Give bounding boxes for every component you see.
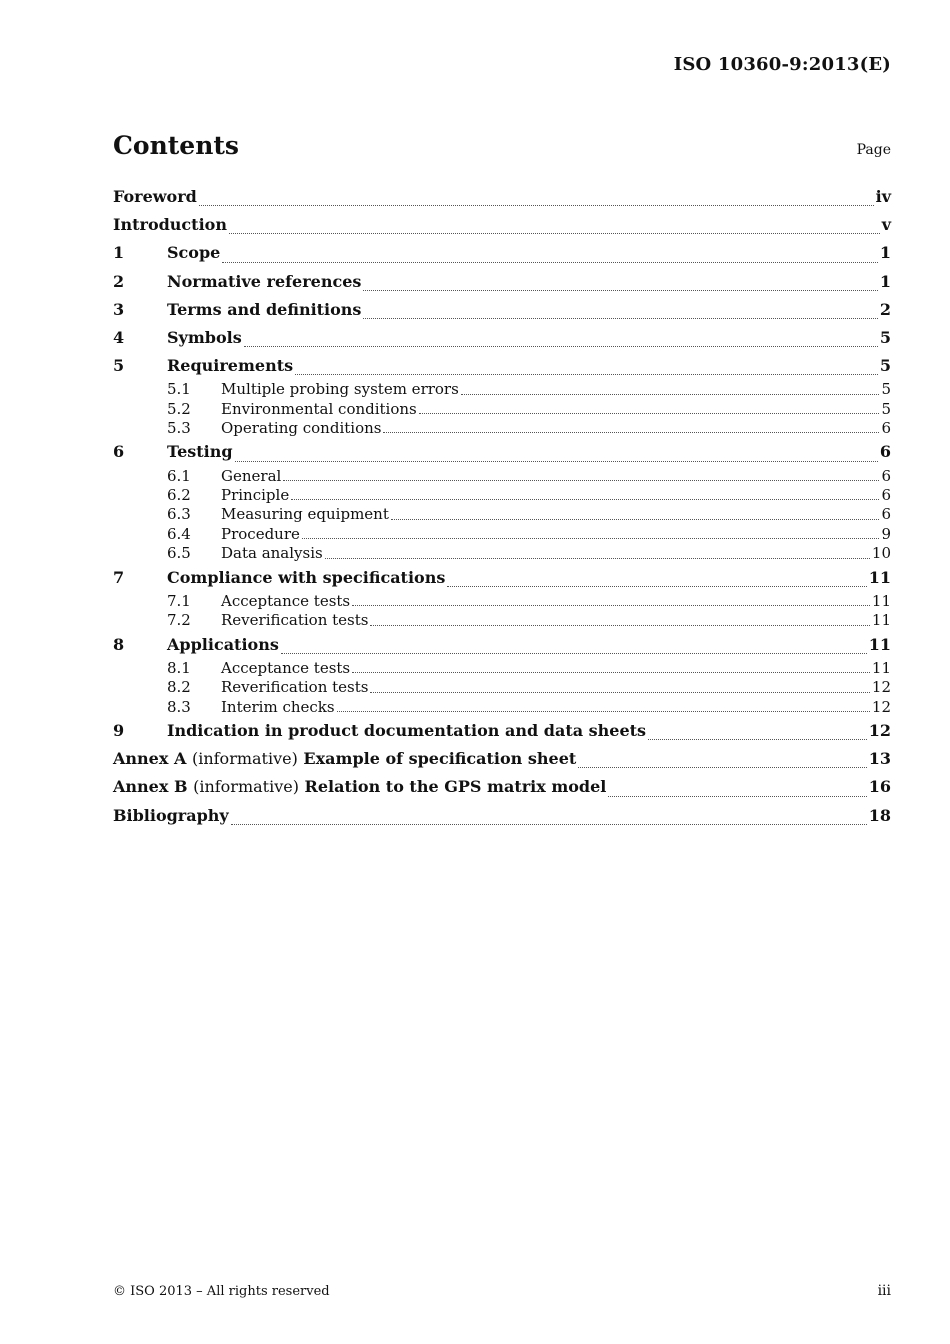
toc-entry-number: 9 bbox=[113, 720, 125, 740]
annex-label: Annex A bbox=[113, 749, 187, 769]
contents-title: Contents bbox=[113, 131, 240, 160]
toc-entry-page: 5 bbox=[879, 327, 891, 347]
toc-entry-title: Foreword bbox=[113, 187, 197, 206]
toc-entry-page: iv bbox=[875, 187, 891, 206]
toc-entry[interactable] bbox=[113, 268, 891, 296]
dot-leader bbox=[199, 204, 874, 206]
toc-entry-page: 6 bbox=[881, 486, 891, 505]
toc-entry-number: 3 bbox=[113, 299, 125, 319]
toc-entry-page: 1 bbox=[879, 271, 891, 291]
toc-entry-title: Compliance with specifications bbox=[167, 567, 446, 587]
toc-entry-title bbox=[113, 745, 576, 773]
toc-entry-page: 5 bbox=[879, 356, 891, 376]
toc-entry-page: 6 bbox=[879, 442, 891, 462]
toc-entry-page: 2 bbox=[879, 299, 891, 319]
toc-entry-number: 4 bbox=[113, 327, 125, 347]
toc-entry-page: 11 bbox=[871, 611, 891, 630]
toc-entry[interactable] bbox=[113, 525, 891, 544]
annex-title: Example of specification sheet bbox=[303, 749, 577, 769]
toc-entry-number: 2 bbox=[113, 271, 125, 291]
dot-leader bbox=[363, 317, 877, 319]
toc-entry-title: General bbox=[221, 466, 282, 485]
dot-leader bbox=[447, 585, 866, 587]
toc-entry-title: Symbols bbox=[167, 327, 242, 347]
toc-entry-number: 5.2 bbox=[167, 399, 191, 418]
toc-entry-page: 6 bbox=[881, 419, 891, 438]
toc-entry[interactable] bbox=[113, 211, 891, 239]
toc-entry[interactable] bbox=[113, 324, 891, 352]
toc-entry-page: 5 bbox=[881, 380, 891, 399]
dot-leader bbox=[291, 498, 879, 500]
toc-entry[interactable] bbox=[113, 802, 891, 830]
dot-leader bbox=[419, 412, 880, 414]
toc-entry-number: 6.1 bbox=[167, 466, 191, 485]
toc-entry[interactable] bbox=[113, 467, 891, 486]
dot-leader bbox=[461, 393, 880, 395]
toc-entry-title: Normative references bbox=[167, 271, 362, 291]
toc-entry[interactable] bbox=[113, 400, 891, 419]
toc-entry[interactable] bbox=[113, 183, 891, 211]
toc-entry[interactable] bbox=[113, 486, 891, 505]
dot-leader bbox=[352, 671, 870, 673]
table-of-contents bbox=[113, 183, 891, 830]
toc-entry-title: Introduction bbox=[113, 215, 227, 235]
document-code: ISO 10360-9:2013(E) bbox=[673, 54, 891, 75]
toc-entry-number: 7 bbox=[113, 567, 125, 587]
toc-entry-title: Testing bbox=[167, 442, 233, 462]
toc-entry-page: 12 bbox=[868, 720, 891, 740]
toc-entry-title: Multiple probing system errors bbox=[221, 380, 459, 399]
dot-leader bbox=[283, 479, 879, 481]
dot-leader bbox=[648, 738, 867, 740]
toc-entry-title: Scope bbox=[167, 243, 221, 263]
toc-entry[interactable] bbox=[113, 659, 891, 678]
toc-entry-page: 18 bbox=[868, 805, 891, 825]
toc-entry-page: 11 bbox=[868, 567, 891, 587]
page-column-label: Page bbox=[856, 142, 891, 158]
dot-leader bbox=[281, 652, 867, 654]
toc-entry-number: 6.3 bbox=[167, 505, 191, 524]
dot-leader bbox=[222, 261, 878, 263]
toc-entry[interactable] bbox=[113, 592, 891, 611]
toc-entry-title: Procedure bbox=[221, 524, 300, 543]
toc-entry-title: Reverification tests bbox=[221, 611, 369, 630]
toc-entry-number: 8.1 bbox=[167, 658, 191, 677]
toc-entry-number: 5.1 bbox=[167, 380, 191, 399]
toc-entry-number: 5 bbox=[113, 356, 125, 376]
toc-entry[interactable] bbox=[113, 438, 891, 466]
footer-copyright: © ISO 2013 – All rights reserved bbox=[113, 1284, 330, 1299]
toc-entry-number: 7.2 bbox=[167, 611, 191, 630]
toc-entry-title: Acceptance tests bbox=[221, 591, 351, 610]
toc-entry-title: Acceptance tests bbox=[221, 658, 351, 677]
toc-entry-title: Applications bbox=[167, 634, 279, 654]
toc-entry[interactable] bbox=[113, 239, 891, 267]
dot-leader bbox=[370, 624, 869, 626]
dot-leader bbox=[363, 289, 877, 291]
toc-entry-page: 11 bbox=[871, 591, 891, 610]
toc-entry-title: Bibliography bbox=[113, 805, 229, 825]
toc-entry-page: 6 bbox=[881, 466, 891, 485]
dot-leader bbox=[302, 537, 880, 539]
toc-entry-number: 6.4 bbox=[167, 524, 191, 543]
dot-leader bbox=[325, 557, 870, 559]
dot-leader bbox=[352, 604, 870, 606]
toc-entry[interactable] bbox=[113, 611, 891, 630]
toc-entry-number: 6 bbox=[113, 442, 125, 462]
dot-leader bbox=[370, 691, 869, 693]
toc-entry-page: 9 bbox=[881, 524, 891, 543]
toc-entry[interactable] bbox=[113, 352, 891, 380]
toc-entry-page: 11 bbox=[868, 634, 891, 654]
toc-entry-page: v bbox=[881, 215, 891, 235]
dot-leader bbox=[235, 460, 878, 462]
toc-entry-title: Measuring equipment bbox=[221, 505, 389, 524]
toc-entry-title: Indication in product documentation and data sheets bbox=[167, 720, 647, 740]
dot-leader bbox=[337, 710, 870, 712]
dot-leader bbox=[608, 795, 866, 797]
annex-annotation: (informative) bbox=[191, 749, 298, 769]
dot-leader bbox=[391, 518, 880, 520]
toc-entry[interactable] bbox=[113, 419, 891, 438]
dot-leader bbox=[229, 232, 880, 234]
toc-entry-page: 10 bbox=[871, 544, 891, 563]
toc-entry-number: 1 bbox=[113, 243, 125, 263]
toc-entry-title: Terms and definitions bbox=[167, 299, 362, 319]
toc-entry-page: 6 bbox=[881, 505, 891, 524]
toc-entry[interactable] bbox=[113, 296, 891, 324]
annex-label: Annex B bbox=[113, 777, 188, 797]
toc-entry-number: 8 bbox=[113, 634, 125, 654]
dot-leader bbox=[383, 431, 879, 433]
toc-entry-number: 8.3 bbox=[167, 697, 191, 716]
dot-leader bbox=[231, 823, 867, 825]
toc-entry-title: Environmental conditions bbox=[221, 399, 417, 418]
toc-entry[interactable] bbox=[113, 678, 891, 697]
toc-entry-page: 5 bbox=[881, 399, 891, 418]
dot-leader bbox=[244, 345, 878, 347]
toc-entry-number: 6.5 bbox=[167, 544, 191, 563]
toc-entry-page: 16 bbox=[868, 777, 891, 797]
dot-leader bbox=[578, 766, 866, 768]
toc-entry[interactable] bbox=[113, 564, 891, 592]
toc-entry[interactable] bbox=[113, 380, 891, 399]
toc-entry-page: 1 bbox=[879, 243, 891, 263]
toc-entry[interactable] bbox=[113, 698, 891, 717]
dot-leader bbox=[295, 373, 878, 375]
toc-entry-title bbox=[113, 773, 606, 801]
toc-entry-title: Principle bbox=[221, 486, 290, 505]
toc-entry-number: 7.1 bbox=[167, 591, 191, 610]
toc-entry[interactable] bbox=[113, 631, 891, 659]
toc-entry-number: 8.2 bbox=[167, 678, 191, 697]
toc-entry-page: 11 bbox=[871, 658, 891, 677]
toc-entry-title: Reverification tests bbox=[221, 678, 369, 697]
toc-entry-title: Interim checks bbox=[221, 697, 335, 716]
toc-entry[interactable] bbox=[113, 505, 891, 524]
annex-title: Relation to the GPS matrix model bbox=[304, 777, 607, 797]
toc-entry-title: Operating conditions bbox=[221, 419, 382, 438]
annex-annotation: (informative) bbox=[193, 777, 299, 797]
toc-entry[interactable] bbox=[113, 717, 891, 745]
toc-entry-title: Data analysis bbox=[221, 544, 323, 563]
toc-entry-page: 13 bbox=[868, 749, 891, 769]
toc-entry-number: 5.3 bbox=[167, 419, 191, 438]
toc-entry[interactable] bbox=[113, 544, 891, 563]
footer-page-number: iii bbox=[877, 1283, 891, 1299]
toc-entry-page: 12 bbox=[871, 697, 891, 716]
toc-entry[interactable] bbox=[113, 745, 891, 773]
toc-entry[interactable] bbox=[113, 773, 891, 801]
toc-entry-title: Requirements bbox=[167, 356, 294, 376]
toc-entry-number: 6.2 bbox=[167, 486, 191, 505]
toc-entry-page: 12 bbox=[871, 678, 891, 697]
